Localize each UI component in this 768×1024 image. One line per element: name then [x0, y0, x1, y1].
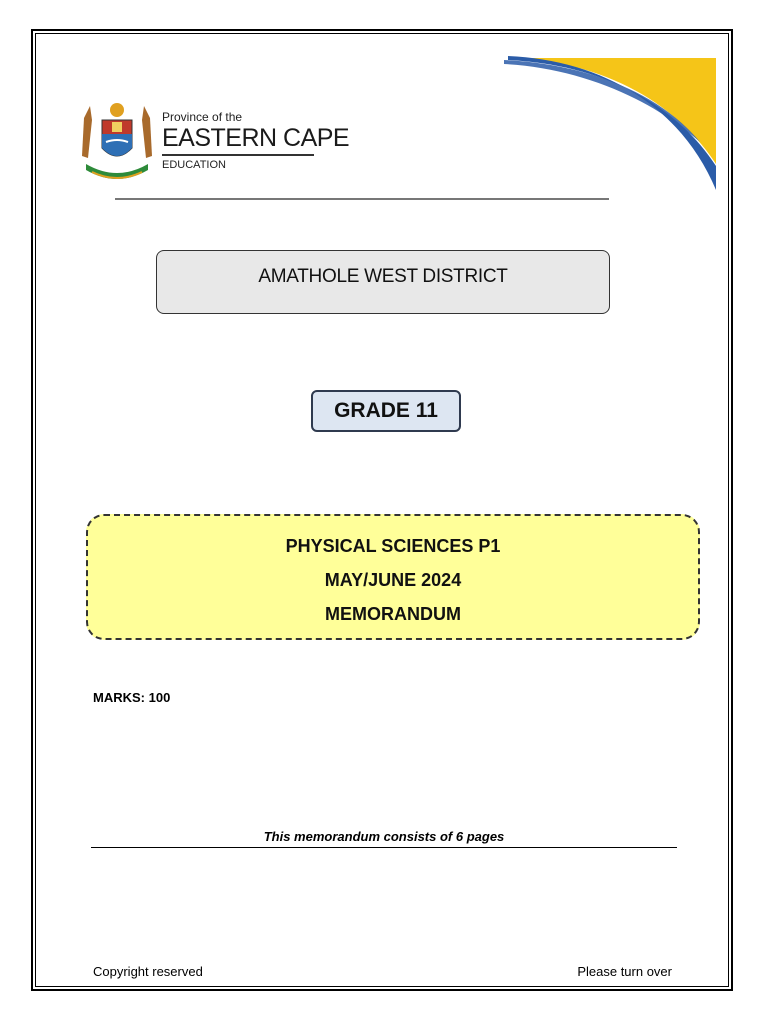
- swoosh-decoration: [500, 54, 720, 194]
- subject-title: PHYSICAL SCIENCES P1: [285, 536, 501, 556]
- department-logo: [162, 110, 350, 173]
- total-marks: MARKS: 100: [93, 690, 171, 705]
- district-title: AMATHOLE WEST DISTRICT: [156, 250, 610, 314]
- logo-department: EDUCATION: [162, 159, 226, 171]
- header-rule: [115, 198, 609, 200]
- logo-name: EASTERN CAPE: [162, 124, 314, 156]
- subject-box: [86, 514, 700, 640]
- exam-session: MAY/JUNE 2024: [324, 570, 462, 590]
- footer-turn-over: Please turn over: [577, 964, 672, 979]
- page-count-note: This memorandum consists of 6 pages: [91, 829, 677, 848]
- grade-badge: GRADE 11: [311, 390, 461, 432]
- logo-province: Province of the: [162, 110, 243, 124]
- footer-copyright: Copyright reserved: [93, 964, 203, 979]
- coat-of-arms-icon: [76, 98, 158, 186]
- document-type: MEMORANDUM: [325, 604, 461, 624]
